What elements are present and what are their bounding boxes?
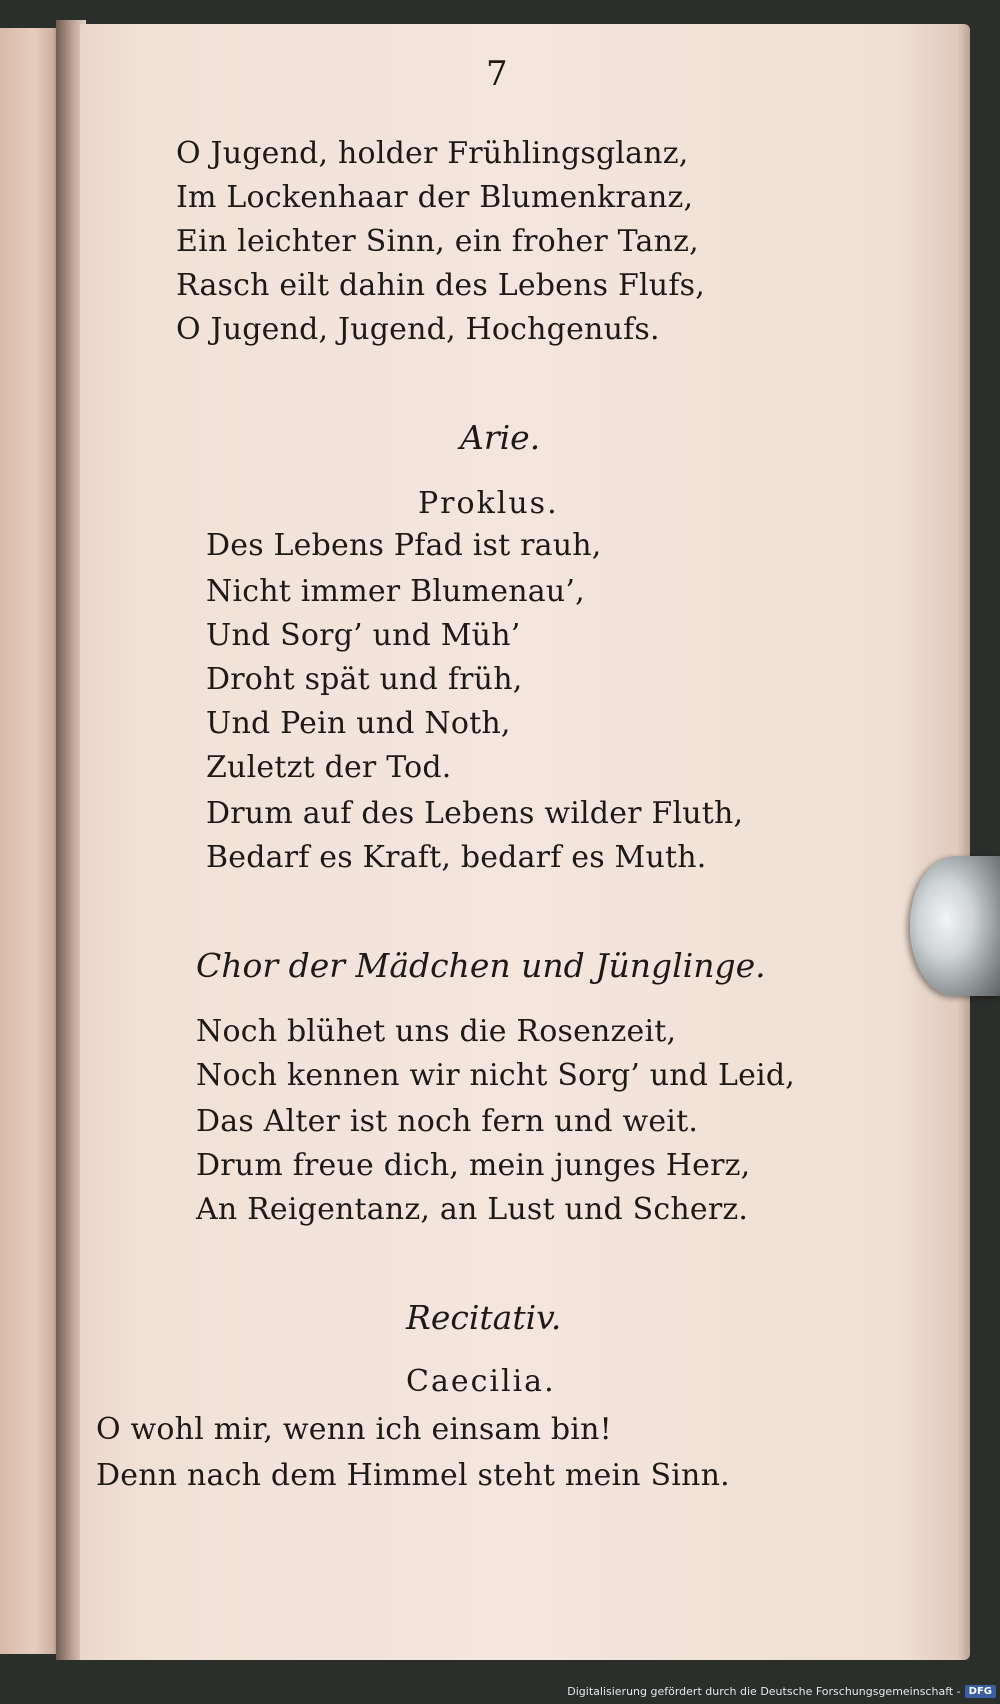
stanza3-line-2: Noch kennen wir nicht Sorg’ und Leid,: [196, 1058, 795, 1093]
stanza2-line-2: Nicht immer Blumenau’,: [206, 574, 585, 609]
stanza1-line-3: Ein leichter Sinn, ein froher Tanz,: [176, 224, 699, 259]
stanza2-line-3: Und Sorg’ und Müh’: [206, 618, 521, 653]
credit-text: Digitalisierung gefördert durch die Deutsche Forschungsgemeinschaft -: [567, 1685, 961, 1698]
stanza3-line-3: Das Alter ist noch fern und weit.: [196, 1104, 699, 1139]
dfg-logo: DFG: [965, 1685, 996, 1698]
stanza3-line-5: An Reigentanz, an Lust und Scherz.: [196, 1192, 749, 1227]
page-edge-shadow: [958, 24, 972, 1660]
stanza3-line-4: Drum freue dich, mein junges Herz,: [196, 1148, 751, 1183]
page-number: 7: [486, 54, 508, 94]
stanza1-line-4: Rasch eilt dahin des Lebens Flufs,: [176, 268, 705, 303]
stanza1-line-2: Im Lockenhaar der Blumenkranz,: [176, 180, 694, 215]
stanza2-line-4: Droht spät und früh,: [206, 662, 523, 697]
stanza2-line-5: Und Pein und Noth,: [206, 706, 511, 741]
stanza4-line-2: Denn nach dem Himmel steht mein Sinn.: [96, 1458, 730, 1493]
stanza2-line-1: Des Lebens Pfad ist rauh,: [206, 528, 602, 563]
stanza1-line-1: O Jugend, holder Frühlingsglanz,: [176, 136, 689, 171]
page-clip: [910, 856, 1000, 996]
section-heading-recitativ: Recitativ.: [406, 1298, 562, 1337]
stanza2-line-8: Bedarf es Kraft, bedarf es Muth.: [206, 840, 707, 875]
stanza2-line-6: Zuletzt der Tod.: [206, 750, 452, 785]
section-heading-chor: Chor der Mädchen und Jünglinge.: [196, 946, 766, 985]
digitization-credit: [567, 1685, 996, 1698]
stanza4-line-1: O wohl mir, wenn ich einsam bin!: [96, 1412, 612, 1447]
speaker-caecilia: Caecilia.: [406, 1364, 556, 1399]
facing-page-edge: [0, 28, 62, 1654]
stanza3-line-1: Noch blühet uns die Rosenzeit,: [196, 1014, 677, 1049]
stanza1-line-5: O Jugend, Jugend, Hochgenufs.: [176, 312, 660, 347]
speaker-proklus: Proklus.: [418, 486, 559, 521]
section-heading-arie: Arie.: [460, 418, 541, 457]
stanza2-line-7: Drum auf des Lebens wilder Fluth,: [206, 796, 744, 831]
